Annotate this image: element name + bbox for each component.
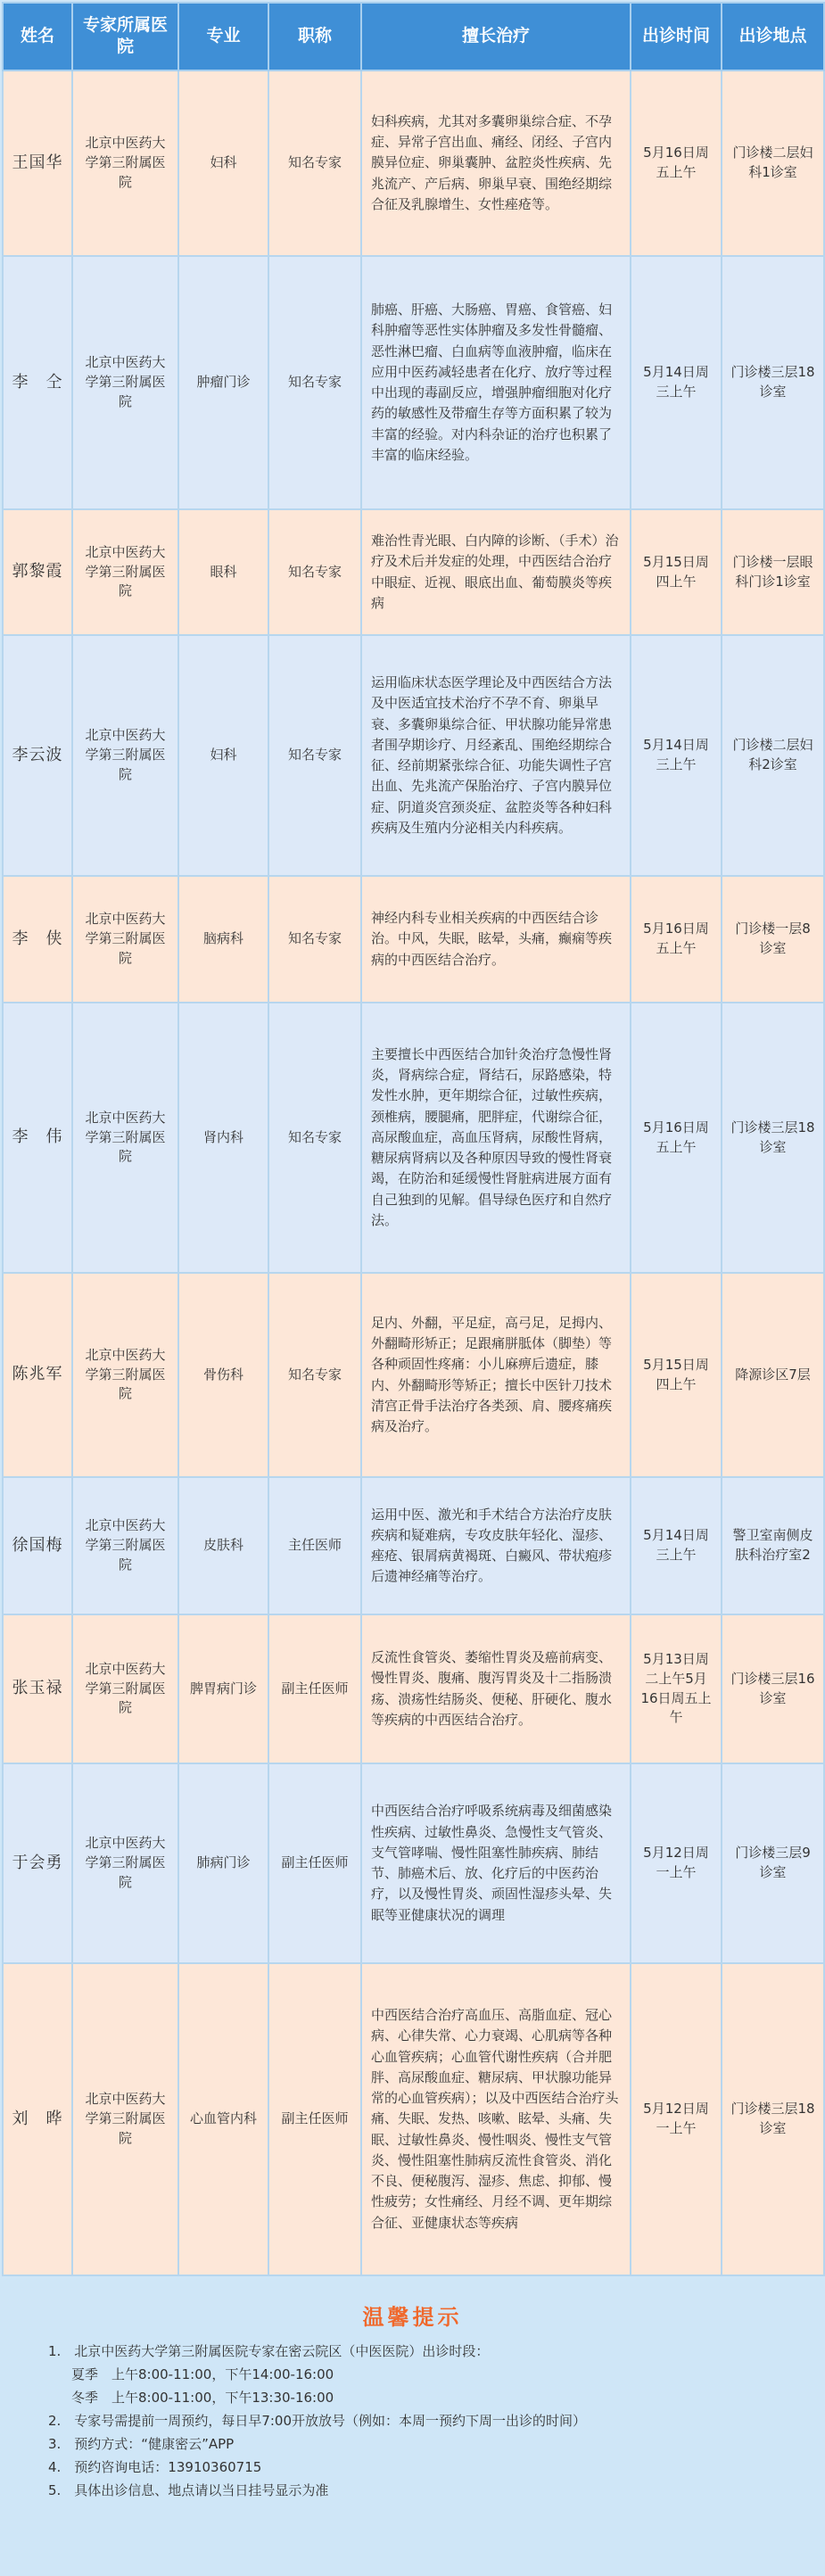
- table-row: [3, 509, 824, 635]
- notice-line-method: 3. 预约方式：“健康密云”APP: [48, 2436, 235, 2452]
- header-expertise: 擅长治疗: [361, 3, 631, 70]
- doctor-title: 副主任医师: [268, 1763, 361, 1963]
- clinic-time: 5月12日周一上午: [631, 1763, 722, 1963]
- doctor-name: 王国华: [3, 70, 72, 256]
- clinic-time: 5月14日周三上午: [631, 256, 722, 509]
- doctor-hospital: 北京中医药大学第三附属医院: [72, 635, 178, 876]
- doctor-expertise: 难治性青光眼、白内障的诊断、（手术）治疗及术后并发症的处理，中西医结合治疗中眼症、近视、眼底出血、葡萄膜炎等疾病: [361, 509, 631, 635]
- doctor-title: 知名专家: [268, 635, 361, 876]
- notice-panel: [2, 2276, 823, 2565]
- doctor-title: 知名专家: [268, 1273, 361, 1477]
- clinic-place: 门诊楼一层8诊室: [722, 876, 824, 1003]
- clinic-place: 门诊楼二层妇科1诊室: [722, 70, 824, 256]
- doctor-hospital: 北京中医药大学第三附属医院: [72, 256, 178, 509]
- table-row: [3, 1763, 824, 1963]
- table-row: [3, 70, 824, 256]
- clinic-time: 5月14日周三上午: [631, 1477, 722, 1614]
- notice-line-booking: 2. 专家号需提前一周预约，每日早7:00开放放号（例如：本周一预约下周一出诊的时间）: [48, 2413, 586, 2429]
- doctor-specialty: 妇科: [178, 70, 268, 256]
- doctor-expertise: 运用临床状态医学理论及中西医结合方法及中医适宜技术治疗不孕不育、卵巢早衰、多囊卵巢综合征、甲状腺功能异常患者围孕期诊疗、月经紊乱、围绝经期综合征、经前期紧张综合征、功能失调性子宫出血、先兆流产保胎治疗、子宫内膜异位症、阴道炎宫颈炎症、盆腔炎等各种妇科疾病及生殖内分泌相关内科疾病。: [361, 635, 631, 876]
- doctor-hospital: 北京中医药大学第三附属医院: [72, 1003, 178, 1273]
- doctor-name: 郭黎霞: [3, 509, 72, 635]
- schedule-table: [2, 2, 825, 2276]
- table-row: [3, 1614, 824, 1763]
- doctor-specialty: 肾内科: [178, 1003, 268, 1273]
- doctor-expertise: 中西医结合治疗呼吸系统病毒及细菌感染性疾病、过敏性鼻炎、急慢性支气管炎、支气管哮喘、慢性阻塞性肺疾病、肺结节、肺癌术后、放、化疗后的中医药治疗，以及慢性胃炎、顽固性湿疹头晕、失眠等亚健康状况的调理: [361, 1763, 631, 1963]
- doctor-name: 李 侠: [3, 876, 72, 1003]
- doctor-expertise: 主要擅长中西医结合加针灸治疗急慢性肾炎，肾病综合症，肾结石，尿路感染，特发性水肿，更年期综合征，过敏性疾病，颈椎病，腰腿痛，肥胖症，代谢综合征，高尿酸血症，高血压肾病，尿酸性肾病，糖尿病肾病以及各种原因导致的慢性肾衰竭，在防治和延缓慢性肾脏病进展方面有自己独到的见解。倡导绿色医疗和自然疗法。: [361, 1003, 631, 1273]
- doctor-specialty: 心血管内科: [178, 1963, 268, 2275]
- clinic-place: 门诊楼三层18诊室: [722, 1003, 824, 1273]
- notice-line-winter: 冬季 上午8:00-11:00，下午13:30-16:00: [71, 2390, 334, 2406]
- clinic-time: 5月12日周一上午: [631, 1963, 722, 2275]
- doctor-expertise: 神经内科专业相关疾病的中西医结合诊治。中风，失眠，眩晕，头痛，癫痫等疾病的中西医结合治疗。: [361, 876, 631, 1003]
- notice-title: 温馨提示: [362, 2305, 463, 2330]
- doctor-specialty: 肿瘤门诊: [178, 256, 268, 509]
- table-row: [3, 256, 824, 509]
- header-title: 职称: [268, 3, 361, 70]
- header-name: 姓名: [3, 3, 72, 70]
- table-row: [3, 1003, 824, 1273]
- doctor-specialty: 脑病科: [178, 876, 268, 1003]
- clinic-place: 门诊楼三层9诊室: [722, 1763, 824, 1963]
- doctor-hospital: 北京中医药大学第三附属医院: [72, 1614, 178, 1763]
- clinic-place: 门诊楼三层18诊室: [722, 1963, 824, 2275]
- doctor-expertise: 反流性食管炎、萎缩性胃炎及癌前病变、慢性胃炎、腹痛、腹泻胃炎及十二指肠溃疡、溃疡性结肠炎、便秘、肝硬化、腹水等疾病的中西医结合治疗。: [361, 1614, 631, 1763]
- doctor-expertise: 中西医结合治疗高血压、高脂血症、冠心病、心律失常、心力衰竭、心肌病等各种心血管疾病；心血管代谢性疾病（合并肥胖、高尿酸血症、糖尿病、甲状腺功能异常的心血管疾病）；以及中西医结合治疗头痛、失眠、发热、咳嗽、眩晕、头痛、失眠、过敏性鼻炎、慢性咽炎、慢性支气管炎、慢性阻塞性肺病反流性食管炎、消化不良、便秘腹泻、湿疹、焦虑、抑郁、慢性疲劳；女性痛经、月经不调、更年期综合征、亚健康状态等疾病: [361, 1963, 631, 2275]
- clinic-time: 5月14日周三上午: [631, 635, 722, 876]
- doctor-hospital: 北京中医药大学第三附属医院: [72, 509, 178, 635]
- table-row: [3, 1273, 824, 1477]
- notice-line-hours: 1. 北京中医药大学第三附属医院专家在密云院区（中医医院）出诊时段：: [48, 2343, 490, 2359]
- clinic-time: 5月16日周五上午: [631, 70, 722, 256]
- doctor-name: 李 伟: [3, 1003, 72, 1273]
- doctor-title: 副主任医师: [268, 1963, 361, 2275]
- doctor-hospital: 北京中医药大学第三附属医院: [72, 1963, 178, 2275]
- clinic-time: 5月15日周四上午: [631, 1273, 722, 1477]
- doctor-expertise: 妇科疾病，尤其对多囊卵巢综合症、不孕症、异常子宫出血、痛经、闭经、子宫内膜异位症、卵巢囊肿、盆腔炎性疾病、先兆流产、产后病、卵巢早衰、围绝经期综合征及乳腺增生、女性痤疮等。: [361, 70, 631, 256]
- doctor-hospital: 北京中医药大学第三附属医院: [72, 876, 178, 1003]
- doctor-title: 知名专家: [268, 509, 361, 635]
- clinic-time: 5月16日周五上午: [631, 876, 722, 1003]
- doctor-title: 知名专家: [268, 70, 361, 256]
- doctor-name: 陈兆军: [3, 1273, 72, 1477]
- doctor-expertise: 运用中医、激光和手术结合方法治疗皮肤疾病和疑难病，专攻皮肤年轻化、湿疹、痤疮、银屑病黄褐斑、白癜风、带状疱疹后遗神经痛等治疗。: [361, 1477, 631, 1614]
- doctor-hospital: 北京中医药大学第三附属医院: [72, 70, 178, 256]
- doctor-hospital: 北京中医药大学第三附属医院: [72, 1273, 178, 1477]
- doctor-specialty: 妇科: [178, 635, 268, 876]
- doctor-title: 知名专家: [268, 1003, 361, 1273]
- doctor-name: 徐国梅: [3, 1477, 72, 1614]
- doctor-title: 知名专家: [268, 876, 361, 1003]
- doctor-specialty: 肺病门诊: [178, 1763, 268, 1963]
- clinic-place: 门诊楼二层妇科2诊室: [722, 635, 824, 876]
- clinic-time: 5月15日周四上午: [631, 509, 722, 635]
- doctor-title: 知名专家: [268, 256, 361, 509]
- table-row: [3, 876, 824, 1003]
- doctor-name: 刘 晔: [3, 1963, 72, 2275]
- clinic-place: 门诊楼三层18诊室: [722, 256, 824, 509]
- doctor-title: 主任医师: [268, 1477, 361, 1614]
- doctor-specialty: 皮肤科: [178, 1477, 268, 1614]
- doctor-specialty: 眼科: [178, 509, 268, 635]
- clinic-time: 5月16日周五上午: [631, 1003, 722, 1273]
- doctor-name: 张玉禄: [3, 1614, 72, 1763]
- header-time: 出诊时间: [631, 3, 722, 70]
- clinic-time: 5月13日周二上午5月16日周五上午: [631, 1614, 722, 1763]
- header-place: 出诊地点: [722, 3, 824, 70]
- header-specialty: 专业: [178, 3, 268, 70]
- table-row: [3, 1963, 824, 2275]
- table-row: [3, 1477, 824, 1614]
- doctor-title: 副主任医师: [268, 1614, 361, 1763]
- doctor-name: 李 仝: [3, 256, 72, 509]
- doctor-name: 李云波: [3, 635, 72, 876]
- notice-line-phone: 4. 预约咨询电话：13910360715: [48, 2459, 262, 2475]
- doctor-specialty: 骨伤科: [178, 1273, 268, 1477]
- clinic-place: 门诊楼三层16诊室: [722, 1614, 824, 1763]
- clinic-place: 降源诊区7层: [722, 1273, 824, 1477]
- notice-line-info: 5. 具体出诊信息、地点请以当日挂号显示为准: [48, 2482, 329, 2498]
- clinic-place: 警卫室南侧皮肤科治疗室2: [722, 1477, 824, 1614]
- doctor-expertise: 肺癌、肝癌、大肠癌、胃癌、食管癌、妇科肿瘤等恶性实体肿瘤及多发性骨髓瘤、恶性淋巴瘤、白血病等血液肿瘤，临床在应用中医药减轻患者在化疗、放疗等过程中出现的毒副反应，增强肿瘤细胞对化疗药的敏感性及带瘤生存等方面积累了较为丰富的经验。对内科杂证的治疗也积累了丰富的临床经验。: [361, 256, 631, 509]
- clinic-place: 门诊楼一层眼科门诊1诊室: [722, 509, 824, 635]
- notice-line-summer: 夏季 上午8:00-11:00，下午14:00-16:00: [71, 2366, 334, 2382]
- doctor-expertise: 足内、外翻，平足症，高弓足，足拇内、外翻畸形矫正；足跟痛胼胝体（脚垫）等各种顽固性疼痛：小儿麻痹后遗症，膝内、外翻畸形等矫正；擅长中医针刀技术清宫正骨手法治疗各类颈、肩、腰疼痛疾病及治疗。: [361, 1273, 631, 1477]
- doctor-hospital: 北京中医药大学第三附属医院: [72, 1477, 178, 1614]
- header-hospital: 专家所属医院: [72, 3, 178, 70]
- doctor-specialty: 脾胃病门诊: [178, 1614, 268, 1763]
- doctor-hospital: 北京中医药大学第三附属医院: [72, 1763, 178, 1963]
- header-row: [3, 3, 824, 70]
- doctor-name: 于会勇: [3, 1763, 72, 1963]
- table-row: [3, 635, 824, 876]
